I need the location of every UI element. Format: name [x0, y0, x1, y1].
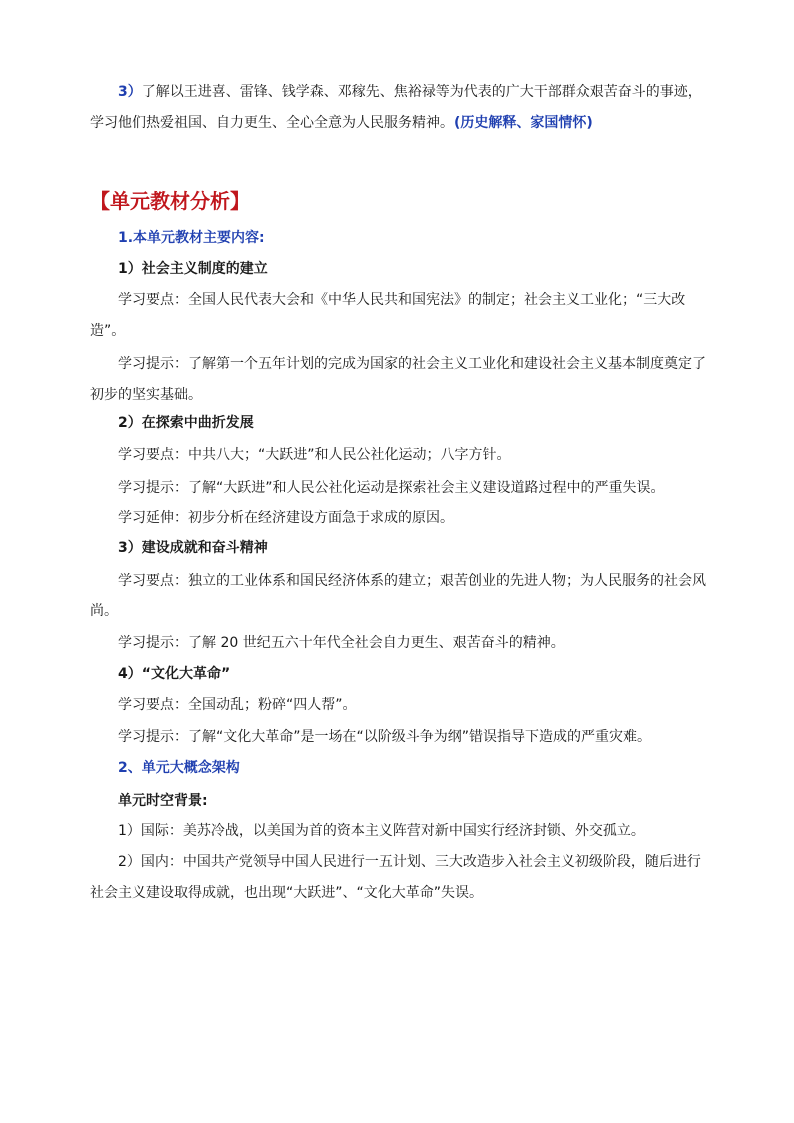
subsection-1-title: 1）社会主义制度的建立 — [118, 261, 268, 277]
subsection-2-tips: 学习提示：了解“大跃进”和人民公社化运动是探索社会主义建设道路过程中的严重失误。 — [118, 480, 665, 496]
subsection-3-title: 3）建设成就和奋斗精神 — [118, 540, 268, 556]
objective-3-line-2 — [90, 113, 593, 133]
objective-3-number: 3） — [118, 84, 142, 100]
subsection-1-tips-line-2: 初步的坚实基础。 — [90, 387, 202, 403]
subsection-3-tips: 学习提示：了解 20 世纪五六十年代全社会自力更生、艰苦奋斗的精神。 — [118, 635, 565, 651]
subsection-4-tips: 学习提示：了解“文化大革命”是一场在“以阶级斗争为纲”错误指导下造成的严重灾难。 — [118, 729, 652, 745]
subsection-4-points: 学习要点：全国动乱；粉碎“四人帮”。 — [118, 697, 357, 713]
subsection-3-points-line-2: 尚。 — [90, 603, 118, 619]
objective-3-text-2: 学习他们热爱祖国、自力更生、全心全意为人民服务精神。 — [90, 115, 454, 131]
subsection-4-title: 4）“文化大革命” — [118, 666, 231, 682]
subsection-2-points: 学习要点：中共八大；“大跃进”和人民公社化运动；八字方针。 — [118, 447, 511, 463]
content-heading-2: 2、单元大概念架构 — [118, 760, 240, 776]
objective-3-text-1: 了解以王进喜、雷锋、钱学森、邓稼先、焦裕禄等为代表的广大干部群众艰苦奋斗的事迹， — [141, 84, 702, 100]
subsection-3-points-line-1: 学习要点：独立的工业体系和国民经济体系的建立；艰苦创业的先进人物；为人民服务的社会风 — [118, 573, 706, 589]
section-title: 【单元教材分析】 — [90, 189, 250, 213]
subsection-1-points-line-2: 造”。 — [90, 323, 126, 339]
subsection-2-extension: 学习延伸：初步分析在经济建设方面急于求成的原因。 — [118, 510, 454, 526]
content-heading-1: 1.本单元教材主要内容: — [118, 230, 265, 246]
objective-3-tags: (历史解释、家国情怀) — [454, 115, 593, 131]
subsection-1-tips-line-1: 学习提示：了解第一个五年计划的完成为国家的社会主义工业化和建设社会主义基本制度奠定了 — [118, 356, 706, 372]
background-international: 1）国际：美苏冷战，以美国为首的资本主义阵营对新中国实行经济封锁、外交孤立。 — [118, 823, 645, 839]
objective-3-line-1 — [118, 82, 702, 102]
subsection-2-title: 2）在探索中曲折发展 — [118, 415, 254, 431]
background-title: 单元时空背景: — [118, 793, 208, 809]
background-domestic-line-2: 社会主义建设取得成就，也出现“大跃进”、“文化大革命”失误。 — [90, 885, 484, 901]
background-domestic-line-1: 2）国内：中国共产党领导中国人民进行一五计划、三大改造步入社会主义初级阶段，随后进行 — [118, 854, 701, 870]
subsection-1-points-line-1: 学习要点：全国人民代表大会和《中华人民共和国宪法》的制定；社会主义工业化；“三大改 — [118, 292, 686, 308]
